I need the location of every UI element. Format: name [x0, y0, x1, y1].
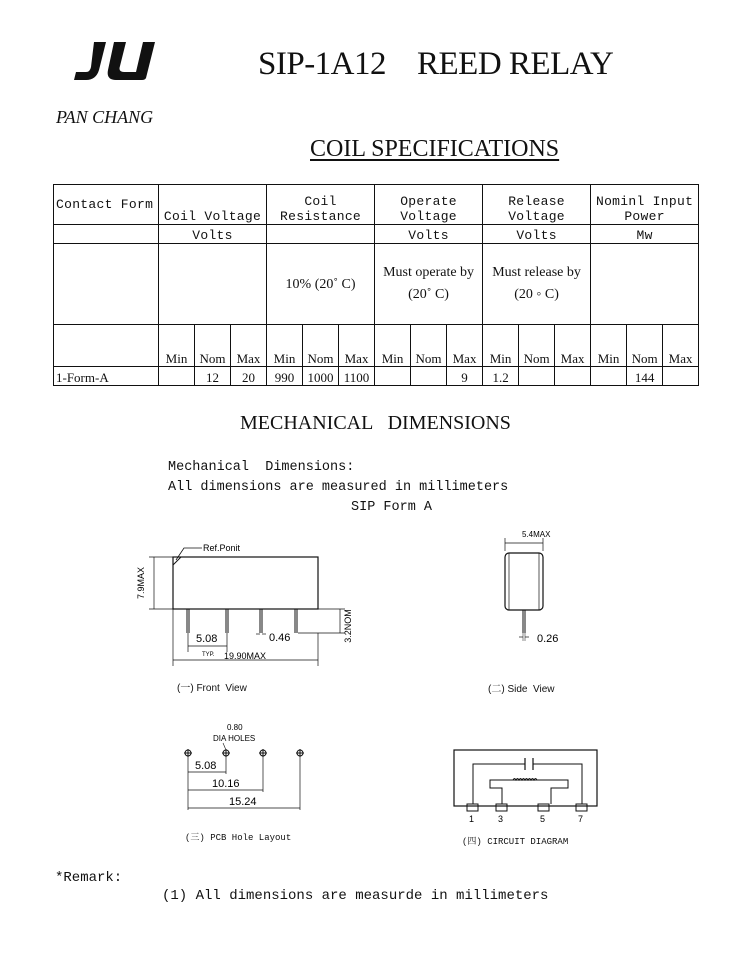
cell-value: 1000 [303, 367, 339, 386]
coil-symbol [513, 779, 537, 781]
pins [187, 609, 297, 633]
side-view-drawing [495, 525, 585, 660]
coil-lines [490, 780, 568, 804]
header-operate-voltage: Operate Voltage [375, 185, 483, 225]
sub-min: Min [591, 325, 627, 367]
hole-type-label: DIA HOLES [213, 734, 256, 743]
document-title: SIP-1A12 REED RELAY [258, 46, 614, 82]
pin-number: 5 [540, 814, 546, 824]
header-coil-resistance: Coil Resistance [267, 185, 375, 225]
cell-value: 1100 [339, 367, 375, 386]
pcb-dim-1: 5.08 [195, 760, 217, 772]
sub-min: Min [483, 325, 519, 367]
sub-max: Max [447, 325, 483, 367]
sub-nom: Nom [519, 325, 555, 367]
cell-value [519, 367, 555, 386]
header-release-voltage: Release Voltage [483, 185, 591, 225]
pin-height-label: 3.2NOM [343, 609, 353, 643]
remark-item-1: (1) All dimensions are measurde in millimeters [162, 888, 549, 904]
pcb-hole-layout-drawing [175, 720, 315, 815]
cell-value: 990 [267, 367, 303, 386]
sub-min: Min [375, 325, 411, 367]
pin-width-label: 0.46 [269, 632, 291, 644]
company-logo [72, 40, 158, 86]
relay-body-outline [173, 557, 318, 609]
pin-number: 1 [469, 814, 475, 824]
sub-nom: Nom [303, 325, 339, 367]
cell-value [555, 367, 591, 386]
header-coil-voltage: Coil Voltage [159, 185, 267, 225]
coil-spec-table [53, 184, 699, 386]
coil-specifications-heading: COIL SPECIFICATIONS [310, 136, 560, 162]
height-label: 7.9MAX [136, 566, 146, 600]
cell-value [159, 367, 195, 386]
contact-lines [473, 764, 582, 804]
sub-min: Min [159, 325, 195, 367]
terminal-pads [467, 804, 587, 811]
pin-number: 3 [498, 814, 504, 824]
cell-value: 20 [231, 367, 267, 386]
cell-value [411, 367, 447, 386]
cell-value [375, 367, 411, 386]
hole-size-label: 0.80 [227, 723, 243, 732]
cell-value: 144 [627, 367, 663, 386]
condition-operate: Must operate by (20˚ C) [375, 244, 483, 325]
pcb-dim-2: 10.16 [212, 778, 240, 790]
condition-release: Must release by (20 ◦ C) [483, 244, 591, 325]
mechanical-notes: Mechanical Dimensions: All dimensions are measured in millimeters SIP Form A [168, 460, 509, 515]
pin-number: 7 [578, 814, 584, 824]
sub-header-row [54, 325, 699, 367]
pcb-holes [184, 749, 304, 757]
unit-input-power: Mw [591, 225, 699, 244]
remark-label: *Remark: [55, 870, 123, 886]
header-contact-form: Contact Form [54, 185, 159, 225]
cell-value [663, 367, 699, 386]
length-label: 19.90MAX [224, 651, 267, 661]
pitch-label: 5.08 [196, 633, 218, 645]
unit-operate-voltage: Volts [375, 225, 483, 244]
pcb-dim-3: 15.24 [229, 796, 257, 808]
sub-max: Max [555, 325, 591, 367]
mechanical-dimensions-heading: MECHANICAL DIMENSIONS [240, 412, 511, 434]
pcb-layout-caption: (三) PCB Hole Layout [185, 833, 292, 843]
side-width-label: 5.4MAX [522, 530, 551, 539]
unit-release-voltage: Volts [483, 225, 591, 244]
sub-nom: Nom [411, 325, 447, 367]
side-view-caption: (二) Side View [488, 684, 555, 695]
sub-max: Max [231, 325, 267, 367]
condition-resistance: 10% (20˚ C) [267, 244, 375, 325]
front-view-caption: (一) Front View [177, 683, 247, 694]
row-contact-form: 1-Form-A [54, 367, 159, 386]
sub-min: Min [267, 325, 303, 367]
header-input-power: Nominl Input Power [591, 185, 699, 225]
cell-value: 9 [447, 367, 483, 386]
sub-max: Max [339, 325, 375, 367]
ref-point-label: Ref.Ponit [203, 543, 241, 553]
cell-value: 12 [195, 367, 231, 386]
sub-max: Max [663, 325, 699, 367]
sub-nom: Nom [627, 325, 663, 367]
manufacturer-name: PAN CHANG [56, 107, 154, 127]
front-view-drawing [130, 530, 370, 695]
table-row [54, 367, 699, 386]
sub-nom: Nom [195, 325, 231, 367]
typ-label: TYP. [202, 652, 215, 658]
cell-value: 1.2 [483, 367, 519, 386]
reed-contact [525, 758, 533, 770]
circuit-diagram-caption: (四) CIRCUIT DIAGRAM [462, 837, 569, 847]
relay-side-outline [505, 553, 543, 610]
circuit-diagram-drawing [445, 740, 610, 825]
unit-coil-voltage: Volts [159, 225, 267, 244]
side-pin-label: 0.26 [537, 633, 559, 645]
cell-value [591, 367, 627, 386]
